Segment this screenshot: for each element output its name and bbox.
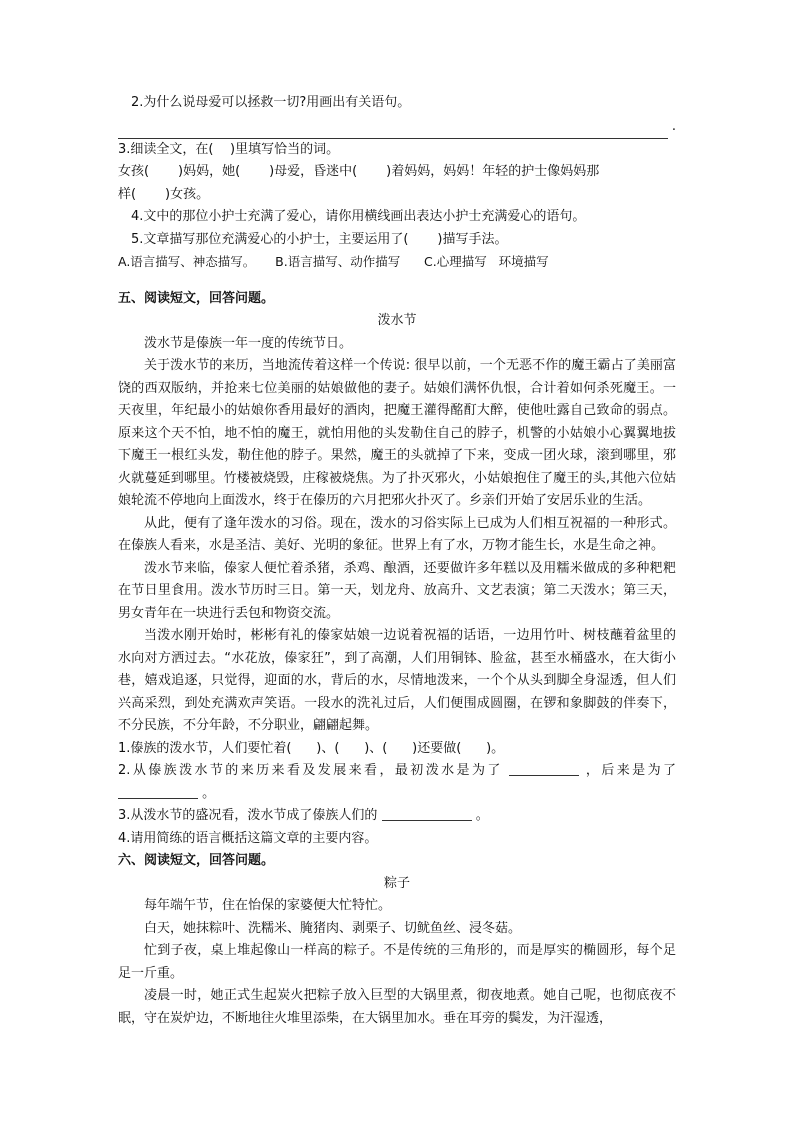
question-5-2-text-a: 2.从傣族泼水节的来历来看及发展来看，最初泼水是为了 bbox=[118, 763, 503, 778]
question-4-5-options: A.语言描写、神态描写。 B.语言描写、动作描写 C.心理描写 环境描写 bbox=[118, 254, 549, 269]
section-5-heading: 五、阅读短文，回答问题。 bbox=[118, 290, 275, 306]
answer-line-4-2[interactable] bbox=[118, 117, 676, 139]
question-5-1: 1.傣族的泼水节，人们要忙着( )、( )、( )还要做( )。 bbox=[118, 740, 505, 756]
question-4-3-line1: 女孩( )妈妈，她( )母爱，昏迷中( )着妈妈，妈妈！年轻的护士像妈妈那 bbox=[118, 164, 600, 179]
answer-blank-5-2b[interactable] bbox=[118, 784, 198, 799]
section-6-heading: 六、阅读短文，回答问题。 bbox=[118, 853, 275, 868]
passage-6-paragraph-3: 忙到子夜，桌上堆起像山一样高的粽子。不是传统的三角形的，而是厚实的椭圆形，每个足足一斤重。 bbox=[118, 943, 676, 981]
passage-5-paragraph-5: 当泼水刚开始时，彬彬有礼的傣家姑娘一边说着祝福的话语，一边用竹叶、树枝蘸着盆里的水向对方洒过去。“水花放，傣家狂”，到了高潮，人们用铜钵、脸盆，甚至水桶盛水，在大街小巷，嬉戏追逐，只觉得，迎面的水，背后的水，尽情地泼来，一个个从头到脚全身湿透，但人们兴高采烈，到处充满欢声笑语。一段水的洗礼过后，人们便围成圆圈，在锣和象脚鼓的伴奏下，不分民族，不分年龄，不分职业，翩翩起舞。 bbox=[118, 628, 676, 733]
passage-6-paragraph-1: 每年端午节，住在怡保的家婆便大忙特忙。 bbox=[144, 898, 392, 913]
answer-blank-5-3[interactable] bbox=[382, 806, 472, 821]
question-4-2: 2.为什么说母爱可以拯救一切?用画出有关语句。 bbox=[131, 95, 411, 110]
question-5-2-text-c: 。 bbox=[202, 785, 216, 801]
worksheet-page bbox=[118, 92, 676, 1030]
answer-blank-5-2a[interactable] bbox=[509, 761, 579, 776]
passage-5-title: 泼水节 bbox=[377, 313, 417, 328]
question-4-3-line2: 样( )女孩。 bbox=[118, 186, 210, 202]
question-5-4: 4.请用简练的语言概括这篇文章的主要内容。 bbox=[118, 830, 378, 846]
question-4-3: 3.细读全文，在( )里填写恰当的词。 bbox=[118, 141, 340, 157]
question-5-2-text-b: ，后来是为了 bbox=[585, 763, 676, 778]
passage-6-paragraph-2: 白天，她抹粽叶、洗糯米、腌猪肉、剥栗子、切鱿鱼丝、浸冬菇。 bbox=[144, 920, 522, 936]
question-4-5: 5.文章描写那位充满爱心的小护士，主要运用了( )描写手法。 bbox=[131, 231, 508, 247]
passage-5-paragraph-4: 泼水节来临，傣家人便忙着杀猪，杀鸡、酿酒，还要做许多年糕以及用糯米做成的多种粑粑在节日里食用。泼水节历时三日。第一天，划龙舟、放高升、文艺表演；第二天泼水；第三天，男女青年在一块进行丢包和物资交流。 bbox=[118, 560, 676, 621]
answer-line-end: . bbox=[671, 119, 676, 134]
question-4-4: 4.文中的那位小护士充满了爱心，请你用横线画出表达小护士充满爱心的语句。 bbox=[131, 209, 586, 224]
passage-5-paragraph-2: 关于泼水节的来历，当地流传着这样一个传说: 很早以前，一个无恶不作的魔王霸占了美丽富饶的西双版纳，并抢来七位美丽的姑娘做他的妻子。姑娘们满怀仇恨，合计着如何杀死魔王。一天夜里，年纪最小的姑娘你香用最好的酒肉，把魔王灌得酩酊大醉，使他吐露自己致命的弱点。原来这个天不怕，地不怕的魔王，就怕用他的头发勒住自己的脖子，机警的小姑娘小心翼翼地拔下魔王一根红头发，勒住他的脖子。果然，魔王的头就掉了下来，变成一团火球，滚到哪里，邪火就蔓延到哪里。竹楼被烧毁，庄稼被烧焦。为了扑灭邪火，小姑娘抱住了魔王的头,其他六位姑娘轮流不停地向上面泼水，终于在傣历的六月把邪火扑灭了。乡亲们开始了安居乐业的生活。 bbox=[118, 358, 676, 508]
question-5-3 bbox=[118, 805, 676, 828]
passage-5-paragraph-3: 从此，便有了逢年泼水的习俗。现在，泼水的习俗实际上已成为人们相互祝福的一种形式。在傣族人看来，水是圣洁、美好、光明的象征。世界上有了水，万物才能生长，水是生命之神。 bbox=[118, 515, 676, 553]
question-5-3-text-b: 。 bbox=[475, 808, 489, 823]
question-5-3-text-a: 3.从泼水节的盛况看，泼水节成了傣族人们的 bbox=[118, 808, 378, 823]
passage-5-paragraph-1: 泼水节是傣族一年一度的传统节日。 bbox=[144, 335, 353, 351]
answer-underline bbox=[118, 124, 668, 139]
question-5-2 bbox=[118, 760, 676, 805]
passage-6-paragraph-4: 凌晨一时，她正式生起炭火把粽子放入巨型的大锅里煮，彻夜地煮。她自己呢，也彻底夜不眠，守在炭炉边，不断地往火堆里添柴，在大锅里加水。垂在耳旁的鬓发，为汗湿透， bbox=[118, 988, 676, 1026]
passage-6-title: 粽子 bbox=[383, 875, 410, 891]
